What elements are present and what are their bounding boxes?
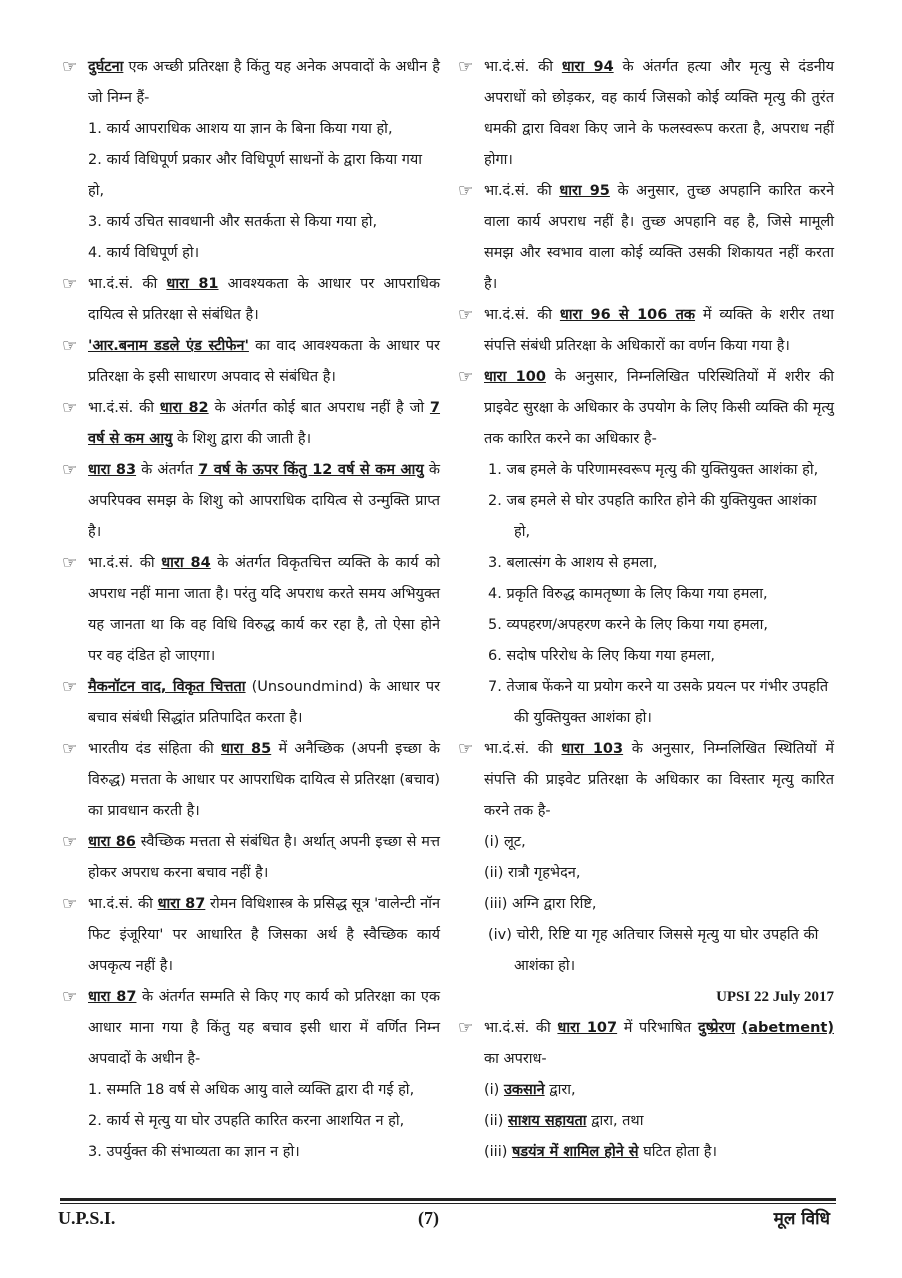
pointing-hand-icon: ☞ <box>62 987 78 1007</box>
pointing-hand-icon: ☞ <box>62 677 78 697</box>
bullet-section-81: ☞ भा.दं.सं. की धारा 81 आवश्यकता के आधार पर आपराधिक दायित्व से प्रतिरक्षा से संबंधित है। <box>62 269 440 331</box>
bullet-section-94: ☞ भा.दं.सं. की धारा 94 के अंतर्गत हत्या और मृत्यु से दंडनीय अपराधों को छोड़कर, वह कार्य जिसको कोई व्यक्ति मृत्यु की तुरंत धमकी द्वारा विवश किए जाने के फलस्वरूप करता है, अपराध नहीं होगा। <box>458 52 834 176</box>
pointing-hand-icon: ☞ <box>62 739 78 759</box>
list-item: (i) लूट, <box>484 834 526 850</box>
list-item: 2. कार्य से मृत्यु या घोर उपहति कारित करना आशयित न हो, <box>88 1113 405 1129</box>
bullet-section-107: ☞ भा.दं.सं. की धारा 107 में परिभाषित दुष्प्रेरण (abetment) का अपराध- <box>458 1013 834 1075</box>
bullet-section-86: ☞ धारा 86 स्वैच्छिक मत्तता से संबंधित है। अर्थात् अपनी इच्छा से मत्त होकर अपराध करना बचाव नहीं है। <box>62 827 440 889</box>
list-item: 6. सदोष परिरोध के लिए किया गया हमला, <box>488 648 715 664</box>
pointing-hand-icon: ☞ <box>62 274 78 294</box>
list-item: (iii) षडयंत्र में शामिल होने से घटित होता है। <box>484 1144 718 1160</box>
bullet-dudley-case: ☞ 'आर.बनाम डडले एंड स्टीफेन' का वाद आवश्यकता के आधार पर प्रतिरक्षा के इसी साधारण अपवाद से संबंधित है। <box>62 331 440 393</box>
bullet-section-95: ☞ भा.दं.सं. की धारा 95 के अनुसार, तुच्छ अपहानि कारित करने वाला कार्य अपराध नहीं है। तुच्छ अपहानि वह है, जिसे मामूली समझ और स्वभाव वाला कोई व्यक्ति उसकी शिकायत नहीं करता है। <box>458 176 834 300</box>
pointing-hand-icon: ☞ <box>62 894 78 914</box>
right-column <box>458 52 834 1168</box>
bullet-section-84: ☞ भा.दं.सं. की धारा 84 के अंतर्गत विकृतचित्त व्यक्ति के कार्य को अपराध नहीं माना जाता है। परंतु यदि अपराध करते समय अभियुक्त यह जानता था कि वह विधि विरुद्ध कार्य कर रहा है, तो ऐसा होने पर वह दंडित हो जाएगा। <box>62 548 440 672</box>
footer-rule <box>60 1198 836 1201</box>
pointing-hand-icon: ☞ <box>62 460 78 480</box>
list-item: 2. जब हमले से घोर उपहति कारित होने की युक्तियुक्त आशंका हो, <box>488 493 817 540</box>
list-item: 1. सम्मति 18 वर्ष से अधिक आयु वाले व्यक्ति द्वारा दी गई हो, <box>88 1082 415 1098</box>
bullet-section-100: ☞ धारा 100 के अनुसार, निम्नलिखित परिस्थितियों में शरीर की प्राइवेट सुरक्षा के अधिकार के उपयोग के लिए किसी व्यक्ति की मृत्यु तक कारित करने का अधिकार है- <box>458 362 834 455</box>
list-item: (iv) चोरी, रिष्टि या गृह अतिचार जिससे मृत्यु या घोर उपहति की आशंका हो। <box>488 927 819 974</box>
pointing-hand-icon: ☞ <box>62 57 78 77</box>
list-item: 3. कार्य उचित सावधानी और सतर्कता से किया गया हो, <box>88 214 378 230</box>
list-item: 1. कार्य आपराधिक आशय या ज्ञान के बिना किया गया हो, <box>88 121 393 137</box>
page-number: (7) <box>418 1208 439 1228</box>
list-item: 1. जब हमले के परिणामस्वरूप मृत्यु की युक्तियुक्त आशंका हो, <box>488 462 819 478</box>
list-item: (ii) रात्रौ गृहभेदन, <box>484 865 581 881</box>
pointing-hand-icon: ☞ <box>458 57 474 77</box>
list-item: 2. कार्य विधिपूर्ण प्रकार और विधिपूर्ण साधनों के द्वारा किया गया हो, <box>88 152 423 199</box>
bullet-section-83: ☞ धारा 83 के अंतर्गत 7 वर्ष के ऊपर किंतु 12 वर्ष से कम आयु के अपरिपक्व समझ के शिशु को आपराधिक दायित्व से उन्मुक्ति प्राप्त है। <box>62 455 440 548</box>
bullet-section-87-consent: ☞ धारा 87 के अंतर्गत सम्मति से किए गए कार्य को प्रतिरक्षा का एक आधार माना गया है किंतु यह बचाव इसी धारा में वर्णित निम्न अपवादों के अधीन है- <box>62 982 440 1075</box>
pointing-hand-icon: ☞ <box>62 832 78 852</box>
footer-rule-thin <box>60 1203 836 1204</box>
pointing-hand-icon: ☞ <box>458 367 474 387</box>
pointing-hand-icon: ☞ <box>62 336 78 356</box>
list-item: 4. कार्य विधिपूर्ण हो। <box>88 245 200 261</box>
pointing-hand-icon: ☞ <box>458 181 474 201</box>
bullet-section-87-maxim: ☞ भा.दं.सं. की धारा 87 रोमन विधिशास्त्र के प्रसिद्ध सूत्र 'वालेन्टी नॉन फिट इंजूरिया' पर आधारित है जिसका अर्थ है स्वैच्छिक कार्य अपकृत्य नहीं है। <box>62 889 440 982</box>
pointing-hand-icon: ☞ <box>458 305 474 325</box>
bullet-mcnaghten: ☞ मैकनॉटन वाद, विकृत चित्तता (Unsoundmind) के आधार पर बचाव संबंधी सिद्धांत प्रतिपादित करता है। <box>62 672 440 734</box>
bullet-section-82: ☞ भा.दं.सं. की धारा 82 के अंतर्गत कोई बात अपराध नहीं है जो 7 वर्ष से कम आयु के शिशु द्वारा की जाती है। <box>62 393 440 455</box>
list-item: 3. उपर्युक्त की संभाव्यता का ज्ञान न हो। <box>88 1144 300 1160</box>
list-item: (ii) साशय सहायता द्वारा, तथा <box>484 1113 644 1129</box>
exam-reference: UPSI 22 July 2017 <box>716 989 834 1005</box>
pointing-hand-icon: ☞ <box>458 739 474 759</box>
list-item: (i) उकसाने द्वारा, <box>484 1082 576 1098</box>
pointing-hand-icon: ☞ <box>62 398 78 418</box>
bullet-accident: ☞ दुर्घटना एक अच्छी प्रतिरक्षा है किंतु यह अनेक अपवादों के अधीन है जो निम्न हैं- <box>62 52 440 114</box>
pointing-hand-icon: ☞ <box>458 1018 474 1038</box>
bullet-section-103: ☞ भा.दं.सं. की धारा 103 के अनुसार, निम्नलिखित स्थितियों में संपत्ति की प्राइवेट प्रतिरक्षा के अधिकार का विस्तार मृत्यु कारित करने तक है- <box>458 734 834 827</box>
list-item: (iii) अग्नि द्वारा रिष्टि, <box>484 896 597 912</box>
list-item: 7. तेजाब फेंकने या प्रयोग करने या उसके प्रयत्न पर गंभीर उपहति की युक्तियुक्त आशंका हो। <box>488 679 829 726</box>
bullet-section-85: ☞ भारतीय दंड संहिता की धारा 85 में अनैच्छिक (अपनी इच्छा के विरुद्ध) मत्तता के आधार पर आपराधिक दायित्व से प्रतिरक्षा (बचाव) का प्रावधान करती है। <box>62 734 440 827</box>
footer-subject: मूल विधि <box>773 1209 830 1229</box>
list-item: 3. बलात्संग के आशय से हमला, <box>488 555 658 571</box>
pointing-hand-icon: ☞ <box>62 553 78 573</box>
list-item: 4. प्रकृति विरुद्ध कामतृष्णा के लिए किया गया हमला, <box>488 586 768 602</box>
left-column <box>62 52 440 1168</box>
footer-exam-name: U.P.S.I. <box>58 1208 116 1228</box>
bullet-section-96-106: ☞ भा.दं.सं. की धारा 96 से 106 तक में व्यक्ति के शरीर तथा संपत्ति संबंधी प्रतिरक्षा के अधिकारों का वर्णन किया गया है। <box>458 300 834 362</box>
list-item: 5. व्यपहरण/अपहरण करने के लिए किया गया हमला, <box>488 617 768 633</box>
